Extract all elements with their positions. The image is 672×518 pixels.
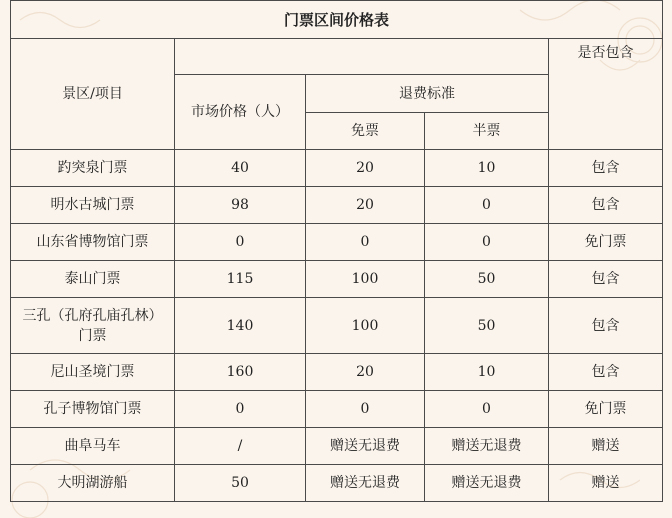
cell-market-price: /	[175, 428, 306, 465]
cell-free-refund: 100	[306, 298, 425, 354]
cell-market-price: 140	[175, 298, 306, 354]
cell-market-price: 0	[175, 224, 306, 261]
cell-item-name: 泰山门票	[11, 261, 175, 298]
cell-half-refund: 10	[425, 354, 549, 391]
table-row	[11, 428, 663, 465]
cell-included: 包含	[549, 298, 663, 354]
table-row	[11, 298, 663, 354]
cell-half-refund: 赠送无退费	[425, 428, 549, 465]
table-title: 门票区间价格表	[11, 1, 663, 39]
header-free-ticket: 免票	[306, 113, 425, 150]
cell-market-price: 50	[175, 465, 306, 502]
cell-item-name-line1: 三孔（孔府孔庙孔林）	[22, 307, 163, 324]
cell-item-name: 趵突泉门票	[11, 150, 175, 187]
table-row	[11, 187, 663, 224]
cell-half-refund: 50	[425, 261, 549, 298]
cell-market-price: 40	[175, 150, 306, 187]
cell-half-refund: 赠送无退费	[425, 465, 549, 502]
header-included: 是否包含	[549, 39, 663, 150]
cell-market-price: 98	[175, 187, 306, 224]
cell-included: 包含	[549, 261, 663, 298]
ticket-price-table	[10, 0, 663, 502]
cell-included: 免门票	[549, 224, 663, 261]
table-row	[11, 261, 663, 298]
cell-half-refund: 0	[425, 224, 549, 261]
cell-half-refund: 50	[425, 298, 549, 354]
cell-item-name: 大明湖游船	[11, 465, 175, 502]
cell-item-name: 明水古城门票	[11, 187, 175, 224]
cell-item-name: 曲阜马车	[11, 428, 175, 465]
cell-item-name: 山东省博物馆门票	[11, 224, 175, 261]
cell-free-refund: 赠送无退费	[306, 428, 425, 465]
cell-included: 免门票	[549, 391, 663, 428]
cell-half-refund: 0	[425, 187, 549, 224]
header-blank	[175, 39, 549, 75]
header-half-ticket: 半票	[425, 113, 549, 150]
cell-market-price: 115	[175, 261, 306, 298]
cell-included: 包含	[549, 187, 663, 224]
cell-item-name-line2: 门票	[78, 327, 107, 344]
table-row	[11, 354, 663, 391]
cell-free-refund: 赠送无退费	[306, 465, 425, 502]
cell-included: 赠送	[549, 465, 663, 502]
table-row	[11, 224, 663, 261]
cell-free-refund: 20	[306, 187, 425, 224]
cell-free-refund: 0	[306, 224, 425, 261]
cell-item-name	[11, 298, 175, 354]
cell-free-refund: 20	[306, 354, 425, 391]
cell-included: 包含	[549, 354, 663, 391]
table-row	[11, 465, 663, 502]
cell-item-name: 孔子博物馆门票	[11, 391, 175, 428]
cell-half-refund: 0	[425, 391, 549, 428]
cell-free-refund: 20	[306, 150, 425, 187]
cell-half-refund: 10	[425, 150, 549, 187]
cell-included: 包含	[549, 150, 663, 187]
cell-item-name: 尼山圣境门票	[11, 354, 175, 391]
header-market-price: 市场价格（人）	[175, 75, 306, 150]
header-refund-standard: 退费标准	[306, 75, 549, 113]
cell-free-refund: 100	[306, 261, 425, 298]
cell-market-price: 160	[175, 354, 306, 391]
table-row	[11, 150, 663, 187]
header-item: 景区/项目	[11, 39, 175, 150]
cell-market-price: 0	[175, 391, 306, 428]
table-row	[11, 391, 663, 428]
cell-included: 赠送	[549, 428, 663, 465]
cell-free-refund: 0	[306, 391, 425, 428]
